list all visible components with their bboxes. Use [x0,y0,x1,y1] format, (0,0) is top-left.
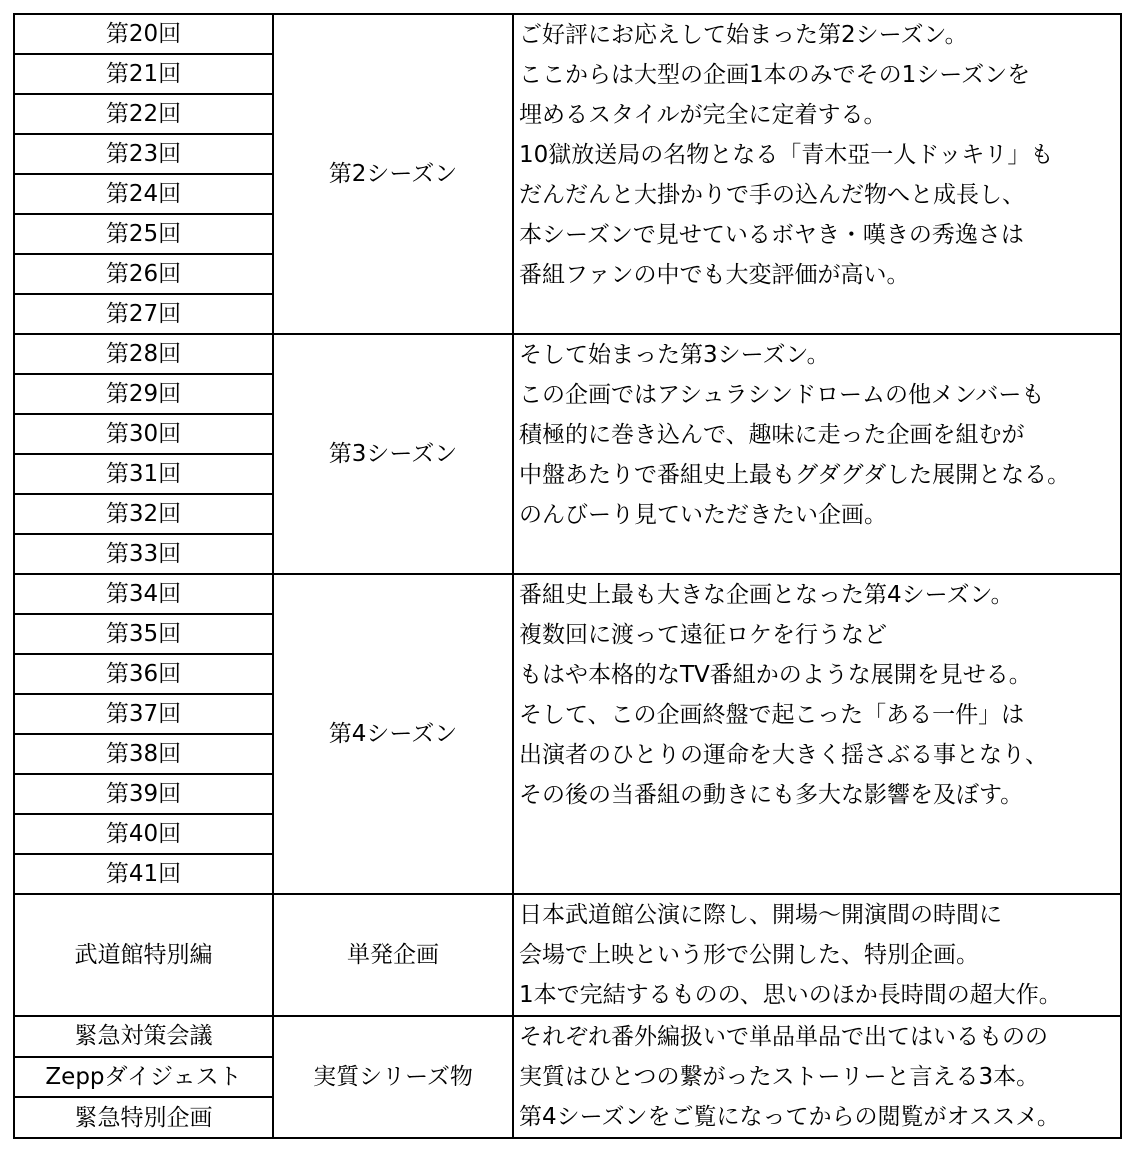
description-line: 積極的に巻き込んで、趣味に走った企画を組むが [519,422,1025,448]
table-row [14,574,1121,614]
description-line: 出演者のひとりの運命を大きく揺さぶる事となり、 [519,742,1048,768]
episode-cell: 第20回 [14,14,273,54]
table-row [14,334,1121,374]
episode-cell: 第25回 [14,214,273,254]
episode-cell: Zeppダイジェスト [14,1057,273,1098]
table-row [14,894,1121,1016]
table-row [14,1016,1121,1057]
season-cell: 第4シーズン [273,574,513,894]
description-line: 埋めるスタイルが完全に定着する。 [519,102,887,128]
episode-cell: 第26回 [14,254,273,294]
description-line: ご好評にお応えして始まった第2シーズン。 [519,22,968,48]
season-cell: 単発企画 [273,894,513,1016]
episode-cell: 第21回 [14,54,273,94]
episode-cell: 第36回 [14,654,273,694]
description-line: この企画ではアシュラシンドロームの他メンバーも [519,382,1045,408]
episode-cell: 第29回 [14,374,273,414]
episode-cell: 第35回 [14,614,273,654]
episode-cell: 第22回 [14,94,273,134]
description-line: 中盤あたりで番組史上最もグダグダした展開となる。 [519,462,1071,488]
description-cell [513,14,1121,334]
description-cell [513,334,1121,574]
description-line: もはや本格的なTV番組かのような展開を見せる。 [519,662,1032,688]
episode-cell: 第33回 [14,534,273,574]
episode-cell: 第31回 [14,454,273,494]
description-line: 1本で完結するものの、思いのほか長時間の超大作。 [519,982,1062,1008]
episode-cell: 第30回 [14,414,273,454]
episode-cell: 第39回 [14,774,273,814]
description-line: 番組ファンの中でも大変評価が高い。 [519,262,910,288]
description-line: 実質はひとつの繋がったストーリーと言える3本。 [519,1064,1040,1090]
description-line: 番組史上最も大きな企画となった第4シーズン。 [519,582,1014,608]
description-cell [513,574,1121,894]
description-line: のんびーり見ていただきたい企画。 [519,502,887,528]
episode-cell: 第40回 [14,814,273,854]
table-body [14,14,1121,1138]
episode-cell: 武道館特別編 [14,894,273,1016]
episode-cell: 緊急特別企画 [14,1097,273,1138]
episode-guide-table [13,13,1122,1139]
episode-cell: 第24回 [14,174,273,214]
episode-cell: 第32回 [14,494,273,534]
episode-cell: 緊急対策会議 [14,1016,273,1057]
description-cell [513,1016,1121,1138]
description-line: 第4シーズンをご覧になってからの閲覧がオススメ。 [519,1104,1060,1130]
episode-cell: 第28回 [14,334,273,374]
description-line: だんだんと大掛かりで手の込んだ物へと成長し、 [519,182,1025,208]
season-cell: 第2シーズン [273,14,513,334]
description-line: その後の当番組の動きにも多大な影響を及ぼす。 [519,782,1024,808]
description-line: 10獄放送局の名物となる「青木亞一人ドッキリ」も [519,142,1054,168]
description-line: それぞれ番外編扱いで単品単品で出てはいるものの [519,1024,1048,1050]
description-line: 本シーズンで見せているボヤき・嘆きの秀逸さは [519,222,1024,248]
season-cell: 第3シーズン [273,334,513,574]
season-cell: 実質シリーズ物 [273,1016,513,1138]
episode-cell: 第27回 [14,294,273,334]
description-line: 会場で上映という形で公開した、特別企画。 [519,942,979,968]
description-line: そして始まった第3シーズン。 [519,342,830,368]
description-line: そして、この企画終盤で起こった「ある一件」は [519,702,1025,728]
description-line: ここからは大型の企画1本のみでその1シーズンを [519,62,1031,88]
table-row [14,14,1121,54]
episode-cell: 第34回 [14,574,273,614]
episode-cell: 第23回 [14,134,273,174]
episode-cell: 第37回 [14,694,273,734]
description-cell [513,894,1121,1016]
description-line: 日本武道館公演に際し、開場〜開演間の時間に [519,902,1002,928]
episode-cell: 第41回 [14,854,273,894]
description-line: 複数回に渡って遠征ロケを行うなど [519,622,887,648]
episode-cell: 第38回 [14,734,273,774]
